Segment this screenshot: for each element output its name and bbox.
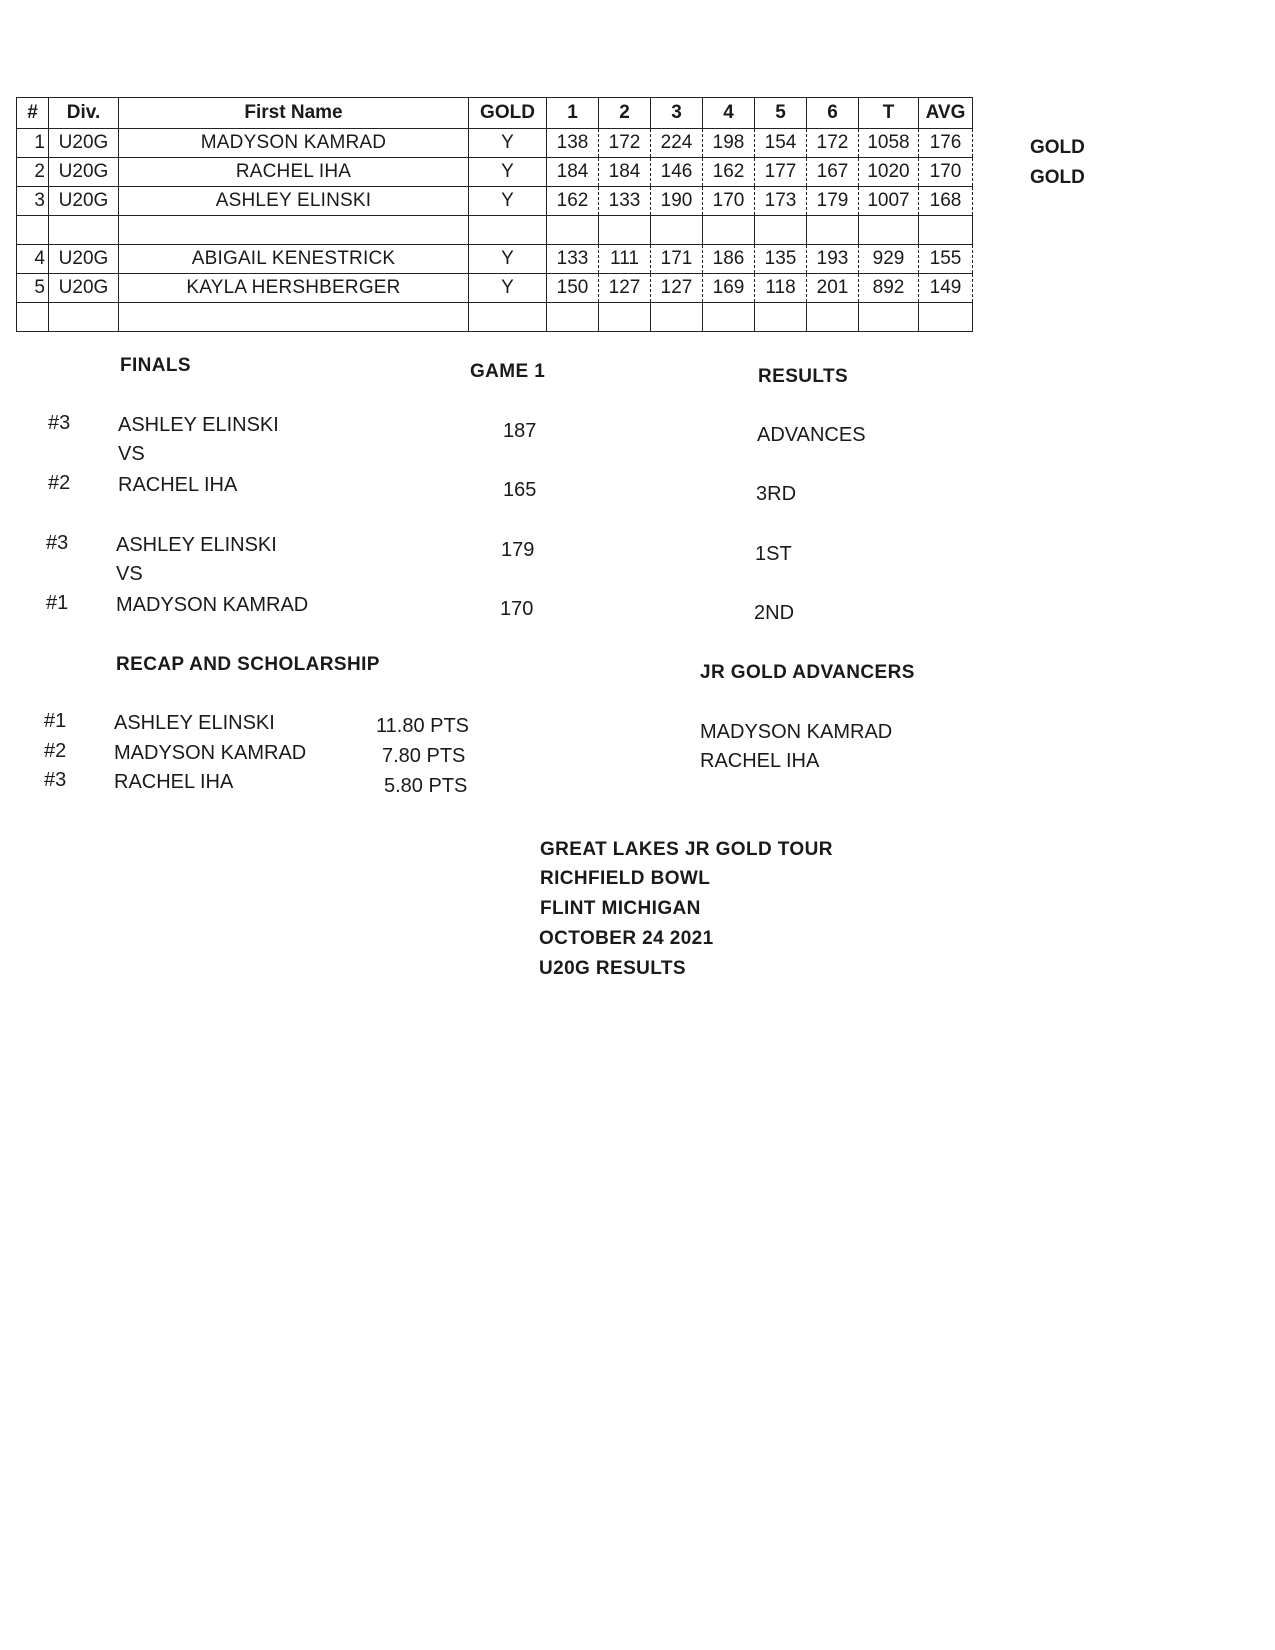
empty-cell — [703, 303, 755, 332]
rank-cell: 5 — [17, 274, 49, 303]
empty-cell — [807, 216, 859, 245]
game-5-cell: 177 — [755, 158, 807, 187]
game-2-cell: 133 — [599, 187, 651, 216]
empty-cell — [469, 303, 547, 332]
match2-name-a: ASHLEY ELINSKI — [116, 534, 277, 556]
footer-venue: RICHFIELD BOWL — [540, 868, 711, 889]
total-cell: 892 — [859, 274, 919, 303]
div-cell: U20G — [49, 158, 119, 187]
gold-tag: GOLD — [1030, 167, 1085, 188]
recap-seed: #3 — [44, 769, 67, 791]
gold-cell: Y — [469, 158, 547, 187]
standings-table — [16, 97, 973, 332]
header-rank: # — [17, 98, 49, 129]
table-row — [17, 274, 973, 303]
rank-cell: 4 — [17, 245, 49, 274]
empty-cell — [599, 303, 651, 332]
match2-seed-b: #1 — [46, 592, 69, 614]
recap-points: 7.80 PTS — [382, 745, 466, 767]
advancer-name: MADYSON KAMRAD — [700, 721, 893, 743]
game-3-cell: 224 — [651, 129, 703, 158]
game-5-cell: 135 — [755, 245, 807, 274]
header-total: T — [859, 98, 919, 129]
game-3-cell: 146 — [651, 158, 703, 187]
footer-results-label: U20G RESULTS — [539, 958, 686, 979]
game-6-cell: 201 — [807, 274, 859, 303]
game-2-cell: 172 — [599, 129, 651, 158]
total-cell: 1058 — [859, 129, 919, 158]
advancers-heading: JR GOLD ADVANCERS — [700, 662, 915, 683]
header-game-3: 3 — [651, 98, 703, 129]
table-row — [17, 187, 973, 216]
match1-result-a: ADVANCES — [757, 424, 866, 446]
name-cell: MADYSON KAMRAD — [119, 129, 469, 158]
game-4-cell: 198 — [703, 129, 755, 158]
table-header-row — [17, 98, 973, 129]
name-cell: RACHEL IHA — [119, 158, 469, 187]
header-game-1: 1 — [547, 98, 599, 129]
name-cell: ABIGAIL KENESTRICK — [119, 245, 469, 274]
empty-cell — [119, 303, 469, 332]
rank-cell: 3 — [17, 187, 49, 216]
game-6-cell: 179 — [807, 187, 859, 216]
game-1-cell: 184 — [547, 158, 599, 187]
recap-points: 11.80 PTS — [376, 715, 470, 737]
table-row — [17, 158, 973, 187]
match1-seed-b: #2 — [48, 472, 71, 494]
game-2-cell: 111 — [599, 245, 651, 274]
recap-seed: #1 — [44, 710, 67, 732]
game-4-cell: 186 — [703, 245, 755, 274]
match2-score-a: 179 — [501, 539, 535, 561]
empty-cell — [807, 303, 859, 332]
results-heading: RESULTS — [758, 366, 849, 387]
avg-cell: 168 — [919, 187, 973, 216]
table-row — [17, 245, 973, 274]
name-cell: ASHLEY ELINSKI — [119, 187, 469, 216]
game-5-cell: 118 — [755, 274, 807, 303]
game-1-cell: 133 — [547, 245, 599, 274]
match1-score-b: 165 — [503, 479, 537, 501]
header-div: Div. — [49, 98, 119, 129]
finals-heading: FINALS — [120, 355, 192, 376]
header-gold: GOLD — [469, 98, 547, 129]
recap-points: 5.80 PTS — [384, 775, 468, 797]
recap-heading: RECAP AND SCHOLARSHIP — [116, 654, 380, 675]
game-2-cell: 184 — [599, 158, 651, 187]
div-cell: U20G — [49, 129, 119, 158]
match1-name-a: ASHLEY ELINSKI — [118, 414, 279, 436]
avg-cell: 170 — [919, 158, 973, 187]
header-game-4: 4 — [703, 98, 755, 129]
gold-cell: Y — [469, 245, 547, 274]
game-4-cell: 162 — [703, 158, 755, 187]
recap-seed: #2 — [44, 740, 67, 762]
total-cell: 1007 — [859, 187, 919, 216]
table-row — [17, 129, 973, 158]
empty-cell — [859, 216, 919, 245]
recap-name: ASHLEY ELINSKI — [114, 712, 275, 734]
game-3-cell: 127 — [651, 274, 703, 303]
rank-cell: 1 — [17, 129, 49, 158]
empty-cell — [119, 216, 469, 245]
table-row-empty — [17, 216, 973, 245]
game-1-cell: 138 — [547, 129, 599, 158]
game-1-cell: 150 — [547, 274, 599, 303]
game-3-cell: 171 — [651, 245, 703, 274]
empty-cell — [755, 303, 807, 332]
div-cell: U20G — [49, 245, 119, 274]
header-avg: AVG — [919, 98, 973, 129]
match2-vs: VS — [116, 563, 143, 585]
empty-cell — [17, 216, 49, 245]
empty-cell — [919, 303, 973, 332]
empty-cell — [49, 216, 119, 245]
footer-tour-name: GREAT LAKES JR GOLD TOUR — [540, 839, 833, 860]
empty-cell — [651, 216, 703, 245]
header-game-2: 2 — [599, 98, 651, 129]
game-5-cell: 173 — [755, 187, 807, 216]
match1-vs: VS — [118, 443, 145, 465]
match2-seed-a: #3 — [46, 532, 69, 554]
div-cell: U20G — [49, 187, 119, 216]
empty-cell — [755, 216, 807, 245]
div-cell: U20G — [49, 274, 119, 303]
advancer-name: RACHEL IHA — [700, 750, 820, 772]
match1-score-a: 187 — [503, 420, 537, 442]
empty-cell — [599, 216, 651, 245]
empty-cell — [17, 303, 49, 332]
match1-seed-a: #3 — [48, 412, 71, 434]
empty-cell — [919, 216, 973, 245]
header-game-6: 6 — [807, 98, 859, 129]
empty-cell — [469, 216, 547, 245]
name-cell: KAYLA HERSHBERGER — [119, 274, 469, 303]
game-1-heading: GAME 1 — [470, 361, 546, 382]
game-4-cell: 170 — [703, 187, 755, 216]
game-1-cell: 162 — [547, 187, 599, 216]
header-game-5: 5 — [755, 98, 807, 129]
match2-result-a: 1ST — [755, 543, 792, 565]
gold-cell: Y — [469, 187, 547, 216]
gold-cell: Y — [469, 129, 547, 158]
match2-result-b: 2ND — [754, 602, 795, 624]
empty-cell — [547, 216, 599, 245]
gold-tag: GOLD — [1030, 137, 1085, 158]
empty-cell — [703, 216, 755, 245]
game-3-cell: 190 — [651, 187, 703, 216]
empty-cell — [547, 303, 599, 332]
empty-cell — [859, 303, 919, 332]
rank-cell: 2 — [17, 158, 49, 187]
match1-result-b: 3RD — [756, 483, 797, 505]
match2-name-b: MADYSON KAMRAD — [116, 594, 309, 616]
empty-cell — [49, 303, 119, 332]
footer-date: OCTOBER 24 2021 — [539, 928, 714, 949]
avg-cell: 176 — [919, 129, 973, 158]
game-6-cell: 167 — [807, 158, 859, 187]
recap-name: RACHEL IHA — [114, 771, 234, 793]
header-first-name: First Name — [119, 98, 469, 129]
game-2-cell: 127 — [599, 274, 651, 303]
total-cell: 929 — [859, 245, 919, 274]
match2-score-b: 170 — [500, 598, 534, 620]
avg-cell: 155 — [919, 245, 973, 274]
total-cell: 1020 — [859, 158, 919, 187]
footer-location: FLINT MICHIGAN — [540, 898, 701, 919]
game-5-cell: 154 — [755, 129, 807, 158]
game-6-cell: 172 — [807, 129, 859, 158]
avg-cell: 149 — [919, 274, 973, 303]
game-6-cell: 193 — [807, 245, 859, 274]
match1-name-b: RACHEL IHA — [118, 474, 238, 496]
empty-cell — [651, 303, 703, 332]
table-row-empty — [17, 303, 973, 332]
recap-name: MADYSON KAMRAD — [114, 742, 307, 764]
gold-cell: Y — [469, 274, 547, 303]
game-4-cell: 169 — [703, 274, 755, 303]
